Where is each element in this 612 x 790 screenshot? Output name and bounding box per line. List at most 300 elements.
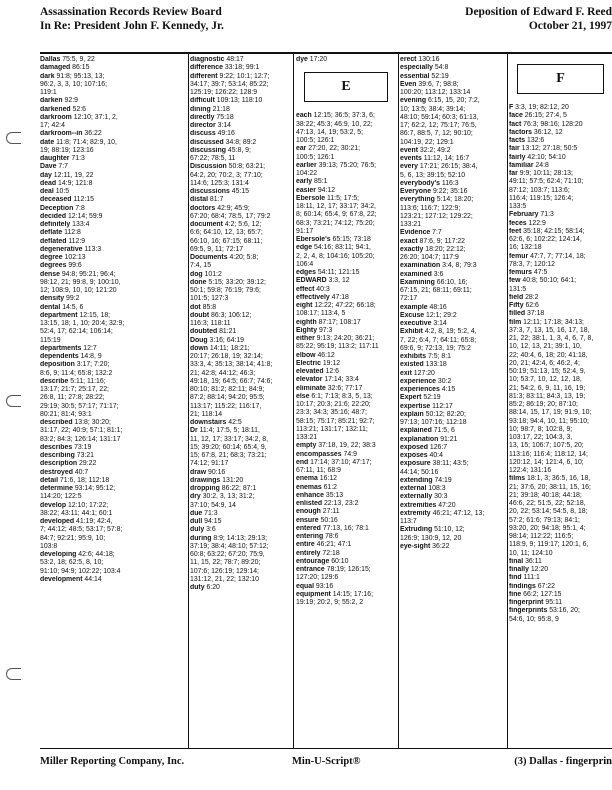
index-term: document <box>190 221 223 228</box>
index-entry <box>400 279 504 287</box>
index-page-refs: 11:5; 17:5; <box>325 194 360 202</box>
index-page-refs: 10, 12, 13, 21; 39:1, 10, <box>509 343 582 351</box>
index-page-refs: 46:12 <box>315 351 335 359</box>
index-page-refs: 62:6 <box>523 302 539 309</box>
index-entry <box>509 484 612 492</box>
index-page-refs: 7:5; 8:1 <box>426 353 451 360</box>
index-page-refs: 40:4 <box>427 452 443 459</box>
index-page-refs: 100:20; 113:12; 133:14 <box>400 89 471 96</box>
index-page-refs: 32:2; 49:2 <box>418 146 451 154</box>
index-entry <box>509 195 612 203</box>
index-entry <box>190 502 293 510</box>
index-entry <box>509 385 612 393</box>
index-term: describes <box>40 443 73 451</box>
index-page-refs: 39:6, 7; 98:8; <box>416 80 459 88</box>
index-entry <box>509 368 612 376</box>
column-divider <box>507 52 508 748</box>
index-entry <box>190 254 293 262</box>
index-page-refs: 40:3 <box>314 285 330 293</box>
index-term: due <box>190 509 203 517</box>
index-page-refs: 4:15 <box>439 386 456 393</box>
index-entry <box>190 172 293 180</box>
index-page-refs: 108:3 <box>426 485 446 492</box>
index-page-refs: 26:8, 11; 27:8; 28:22; <box>40 394 105 402</box>
index-entry <box>40 295 146 303</box>
index-term: equal <box>296 582 314 590</box>
index-page-refs: 7; 44:12; 48:5; 53:17; 57:8; <box>40 526 123 534</box>
index-entry <box>296 550 396 558</box>
index-entry <box>190 526 293 534</box>
index-entry <box>40 328 146 336</box>
index-term: far <box>509 170 518 177</box>
index-term: doctors <box>190 204 216 212</box>
index-entry <box>190 155 293 163</box>
index-entry <box>296 492 396 500</box>
index-term: everything <box>400 196 435 204</box>
index-page-refs: 93:18; 94:4, 10, 11; 95:10; <box>509 417 589 425</box>
index-entry <box>509 599 612 607</box>
index-page-refs: 47:13, 14, 19; 53:2, 5; <box>296 128 364 136</box>
index-page-refs: 51:10, 12; <box>432 526 465 534</box>
index-entry <box>509 261 612 269</box>
index-page-refs: 38:11; 43:5; <box>430 460 469 468</box>
index-page-refs: 5:14; 18:20; <box>434 196 474 204</box>
index-entry <box>190 477 293 485</box>
index-page-refs: 71:3 <box>69 155 85 162</box>
index-entry <box>296 220 396 228</box>
index-entry <box>400 238 504 246</box>
index-page-refs: 2, 2, 4, 8; 104:16; 105:20; <box>296 252 375 260</box>
index-term: event <box>400 146 419 154</box>
index-page-refs: 69:6, 9; 72:13, 19; 75:2 <box>400 344 471 352</box>
index-entry <box>40 353 146 361</box>
index-page-refs: 42:6; 44:18; <box>76 551 115 558</box>
index-page-refs: 10, 11; 124:10 <box>509 549 553 557</box>
index-term: effectively <box>296 293 330 301</box>
index-page-refs: 12:11, 19, 22 <box>51 171 94 179</box>
index-page-refs: 50:16 <box>318 516 338 524</box>
index-entry <box>40 510 146 518</box>
index-entry <box>296 442 396 450</box>
index-entry <box>40 73 146 81</box>
index-term: developing <box>40 551 77 558</box>
index-term: daughter <box>40 155 70 162</box>
index-page-refs: 80:10; 81:2; 82:11; 84:9; <box>190 386 265 393</box>
index-term: deceased <box>40 196 72 204</box>
index-entry <box>400 172 504 180</box>
index-page-refs: 33:3, 4; 35:13; 38:14; 41:8; <box>190 361 273 369</box>
index-entry <box>400 436 504 444</box>
index-entry <box>296 228 396 236</box>
index-page-refs: 9:9; 10:11; 28:13; <box>517 170 573 177</box>
index-entry <box>400 97 504 105</box>
index-page-refs: 103:17, 22; 104:3, 3, <box>509 434 573 441</box>
index-term: essential <box>400 72 430 80</box>
index-entry <box>509 319 612 327</box>
index-page-refs: 78:6 <box>323 533 339 540</box>
index-entry <box>296 211 396 219</box>
index-entry <box>190 452 293 460</box>
index-page-refs: 6:6; 64:10, 12, 13; 65:7; <box>190 229 263 237</box>
index-page-refs: 40:7 <box>72 468 89 476</box>
index-page-refs: 21; 37:6, 20; 38:11, 15, 16; <box>509 483 591 491</box>
index-entry <box>40 444 146 452</box>
index-page-refs: 12:10; 17:22; <box>66 501 109 509</box>
index-entry <box>509 376 612 384</box>
index-entry <box>400 378 504 386</box>
index-page-refs: 27:11 <box>320 508 340 516</box>
index-page-refs: 123:21; 127:12; 129:22; <box>400 212 473 220</box>
index-entry <box>400 229 504 237</box>
index-entry <box>509 607 612 615</box>
index-page-refs: 94:15 <box>202 518 222 525</box>
index-page-refs: 98:12, 21; 99:8, 9; 100:10, <box>40 278 121 286</box>
index-page-refs: 52:4, 17; 62:14; 106:14; <box>40 328 113 336</box>
index-entry <box>509 533 612 541</box>
index-term: difficult <box>190 97 215 105</box>
index-page-refs: 12:1; 29:2 <box>424 311 457 319</box>
index-entry <box>190 568 293 576</box>
index-entry <box>400 469 504 477</box>
index-entry <box>509 335 612 343</box>
index-term: find <box>509 574 522 582</box>
index-page-refs: 77:13, 16; 78:1 <box>320 524 369 532</box>
index-page-refs: 46:6, 22; 51:5, 22; 52:18, <box>509 500 586 507</box>
index-page-refs: 71:3 <box>538 211 554 219</box>
index-page-refs: 90:16 <box>206 468 226 476</box>
index-page-refs: 22:13, 23:2 <box>322 500 359 507</box>
index-entry <box>509 451 612 459</box>
index-page-refs: 19:12 <box>320 359 341 367</box>
index-term: doubt <box>190 311 210 319</box>
index-entry <box>509 616 612 624</box>
index-entry <box>400 81 504 89</box>
index-entry <box>40 262 146 270</box>
index-term: Even <box>400 80 417 88</box>
index-term: Ebersole <box>296 194 326 202</box>
index-entry <box>509 517 612 525</box>
index-page-refs: 133:21 <box>400 221 422 228</box>
index-page-refs: 73:21 <box>74 452 95 459</box>
index-term: ear <box>296 145 307 153</box>
index-term: fair <box>509 145 520 153</box>
index-term: example <box>400 303 428 311</box>
index-entry <box>400 485 504 493</box>
index-term: experience <box>400 377 437 385</box>
index-entry <box>190 312 293 320</box>
index-page-refs: 11:8; 71:4; 82:9, 10, <box>54 138 117 146</box>
index-page-refs: 39:13; 75:20; 76:5; <box>316 161 377 169</box>
index-page-refs: 116:4; 119:15; 126:4; <box>509 194 574 202</box>
index-page-refs: 133:21 <box>296 434 318 441</box>
index-entry <box>190 427 293 435</box>
index-entry <box>509 178 612 186</box>
index-page-refs: 40:8; 50:10; 64:1; <box>520 277 577 285</box>
index-entry <box>40 526 146 534</box>
index-page-refs: 12:10; 37:1, 2, <box>71 113 118 121</box>
index-term: developed <box>40 518 75 525</box>
index-page-refs: 24:8 <box>533 161 549 169</box>
index-term: dental <box>40 303 61 311</box>
index-entry <box>509 236 612 244</box>
index-term: executive <box>400 320 432 327</box>
index-term: Fifty <box>509 302 524 309</box>
index-term: externally <box>400 493 433 501</box>
index-entry <box>190 122 293 130</box>
index-page-refs: 21:18 <box>210 105 230 113</box>
index-page-refs: 20, 21; 42:4, 6; 46:2, 4; <box>509 359 580 367</box>
index-term: develop <box>40 501 67 509</box>
index-entry <box>296 525 396 533</box>
index-page-refs: 35:18; 42:15; 58:14; <box>521 227 585 235</box>
index-entry <box>296 335 396 343</box>
index-entry <box>400 419 504 427</box>
index-page-refs: 76:3; 98:16; 128:20 <box>521 120 583 128</box>
index-page-refs: 36:22 <box>82 130 102 138</box>
index-page-refs: 72:18 <box>320 549 340 557</box>
index-entry <box>190 73 293 81</box>
index-page-refs: 52:19 <box>421 394 441 402</box>
index-term: deflated <box>40 237 67 245</box>
index-term: exhibits <box>400 353 427 360</box>
index-page-refs: 15; 39:20; 60:14; 65:4, 9, <box>190 443 267 451</box>
index-page-refs: 126:7 <box>427 443 448 451</box>
index-entry <box>509 426 612 434</box>
index-entry <box>190 56 293 64</box>
index-page-refs: 99:2 <box>64 295 80 303</box>
section-letter: F <box>517 64 604 94</box>
index-entry <box>296 418 396 426</box>
index-term: feces <box>509 219 527 227</box>
index-page-refs: 86:7, 88:5, 7, 12; 90:10; <box>400 130 473 138</box>
index-page-refs: 113:21; 131:17; 132:11; <box>296 425 368 433</box>
index-entry <box>400 394 504 402</box>
index-entry <box>296 178 396 186</box>
index-page-refs: 17; 42:4 <box>40 122 65 129</box>
index-page-refs: 12:15; 36:5; 37:3, 6; <box>311 112 375 120</box>
index-term: extremities <box>400 501 437 509</box>
index-term: described <box>40 419 73 426</box>
index-term: density <box>40 295 65 303</box>
index-entry <box>190 394 293 402</box>
index-entry <box>40 419 146 427</box>
index-page-refs: 13:15, 18; 1, 10; 20:4; 32:9; <box>40 320 125 327</box>
index-term: explain <box>400 410 424 418</box>
index-entry <box>190 584 293 592</box>
index-entry <box>40 469 146 477</box>
index-entry <box>296 352 396 360</box>
index-entry <box>509 352 612 360</box>
index-page-refs: 111:1 <box>521 574 540 582</box>
column-divider <box>398 52 399 748</box>
index-page-refs: 38:22; 45:3; 46:9, 10, 22; <box>296 120 373 128</box>
index-page-refs: 16; 132:18 <box>509 244 542 252</box>
index-entry <box>509 525 612 533</box>
index-entry <box>296 566 396 574</box>
index-page-refs: 101:5; 127:3 <box>190 295 229 303</box>
index-entry <box>40 287 146 295</box>
index-page-refs: 67:22 <box>535 582 555 590</box>
index-page-refs: 108:17; 113:4, 5 <box>296 310 346 318</box>
index-entry <box>296 294 396 302</box>
index-entry <box>509 467 612 475</box>
index-page-refs: 49:18, 19; 64:5; 66:7; 74:6; <box>190 377 273 385</box>
footer-publisher: Miller Reporting Company, Inc. <box>40 756 185 767</box>
index-entry <box>509 211 612 219</box>
index-term: femurs <box>509 269 532 276</box>
index-page-refs: 10:17; 20:3; 21:6; 22:20; <box>296 401 371 408</box>
index-entry <box>400 510 504 518</box>
index-entry <box>296 517 396 525</box>
index-page-refs: 18:20; 22:12; <box>423 245 466 253</box>
index-term: enlisted <box>296 500 323 507</box>
index-page-refs: 131:12, 21, 22; 132:10 <box>190 575 259 583</box>
index-entry <box>190 469 293 477</box>
index-entry <box>509 244 612 252</box>
index-term: final <box>509 557 524 565</box>
index-term: exposed <box>400 443 428 451</box>
index-column-1 <box>40 56 146 744</box>
index-page-refs: 14:15; 17:16; <box>330 590 373 598</box>
index-page-refs: 87:6, 9; 117:22 <box>417 237 466 245</box>
index-page-refs: 3:14 <box>215 122 231 129</box>
index-page-refs: 75:5, 9, 22 <box>60 56 95 63</box>
index-entry <box>400 502 504 510</box>
index-page-refs: 120:12, 14; 121:4, 6, 10; <box>509 458 584 466</box>
index-term: dependents <box>40 353 79 360</box>
index-page-refs: 37:3, 7, 13, 15, 16, 17, 18, <box>509 326 590 334</box>
index-page-refs: 8; 60:14; 65:4, 9; 67:8, 22; <box>296 211 377 219</box>
index-entry <box>40 254 146 262</box>
index-term: Excuse <box>400 311 425 319</box>
index-entry <box>509 558 612 566</box>
index-page-refs: 17:14; 33:4 <box>322 376 359 384</box>
index-entry <box>400 254 504 262</box>
index-entry <box>400 130 504 138</box>
index-entry <box>296 56 396 64</box>
index-page-refs: 46:21; 47:1 <box>314 541 352 549</box>
index-page-refs: 84:7; 92:21; 95:9, 10; <box>40 534 106 542</box>
index-entry <box>509 541 612 549</box>
index-term: Doug <box>190 336 208 344</box>
index-term: earlier <box>296 161 317 169</box>
index-entry <box>40 163 146 171</box>
index-page-refs: 12:20 <box>528 566 549 573</box>
index-term: fine <box>509 590 522 598</box>
index-term: factors <box>509 128 532 136</box>
index-term: ensure <box>296 516 319 524</box>
index-page-refs: 103:8 <box>40 542 58 550</box>
index-entry <box>400 246 504 254</box>
index-term: doubted <box>190 328 218 336</box>
index-term: Everyone <box>400 188 432 195</box>
index-page-refs: 54:8 <box>432 64 449 72</box>
index-entry <box>40 238 146 246</box>
index-page-refs: 73:19 <box>72 443 92 451</box>
index-term: encompasses <box>296 450 342 458</box>
index-page-refs: 113:16; 116:4; 118:12, 14; <box>509 450 588 458</box>
index-page-refs: 100:5; 126:1 <box>296 137 335 144</box>
index-entry <box>40 122 146 130</box>
index-term: dull <box>190 518 203 525</box>
index-term: eight <box>296 302 313 309</box>
index-entry <box>190 518 293 526</box>
footer-format: Min-U-Script® <box>292 756 361 767</box>
index-page-refs: 30:2 <box>436 377 452 385</box>
index-page-refs: 14:9; 121:8 <box>56 179 93 187</box>
index-entry <box>400 526 504 534</box>
index-entry <box>400 477 504 485</box>
index-page-refs: 11, 15, 22; 78:7; 89:20; <box>190 559 261 567</box>
index-page-refs: 130:16 <box>416 56 440 63</box>
index-term: eye-sight <box>400 542 431 550</box>
index-page-refs: 12:14; 59:9 <box>66 212 103 220</box>
index-entry <box>296 508 396 516</box>
index-page-refs: 18:1, 3; 36:5, 16, 18, <box>525 475 591 483</box>
index-page-refs: 5:11; 11:16; <box>68 377 106 385</box>
index-page-refs: 42:10; 54:10 <box>525 153 566 161</box>
index-term: erect <box>400 56 417 63</box>
index-entry <box>40 436 146 444</box>
index-entry <box>400 139 504 147</box>
index-term: discussed <box>190 138 224 146</box>
index-entry <box>190 262 293 270</box>
index-entry <box>400 106 504 114</box>
index-entry <box>40 345 146 353</box>
index-page-refs: 93:14; 95:12; <box>72 485 116 492</box>
index-page-refs: 126:9; 130:9, 12, 20 <box>400 534 462 542</box>
index-page-refs: 37:18 <box>525 310 545 318</box>
index-entry <box>296 121 396 129</box>
index-entry <box>296 574 396 582</box>
index-entry <box>296 467 396 475</box>
index-entry <box>190 130 293 138</box>
index-page-refs: 113:7 <box>400 518 417 525</box>
index-term: definitely <box>40 221 71 228</box>
index-page-refs: 87:12; 103:7; 113:6; <box>509 186 570 194</box>
index-page-refs: 52:19 <box>429 72 449 80</box>
index-page-refs: 16:12 <box>317 475 338 483</box>
index-entry <box>190 295 293 303</box>
index-entry <box>509 203 612 211</box>
index-entry <box>190 279 293 287</box>
index-page-refs: 10:5 <box>53 188 70 195</box>
index-entry <box>40 97 146 105</box>
index-page-refs: 48:16 <box>427 303 447 311</box>
index-page-refs: 44:14 <box>82 575 102 583</box>
index-entry <box>296 459 396 467</box>
index-page-refs: 80:21; 81:4; 93:1 <box>40 410 92 418</box>
index-term: dropping <box>190 485 220 492</box>
index-page-refs: 131:5 <box>509 285 527 293</box>
index-term: exit <box>400 369 412 377</box>
index-entry <box>190 213 293 221</box>
index-term: darkened <box>40 105 71 113</box>
index-page-refs: 36:12, 12 <box>531 128 563 136</box>
index-page-refs: 118:9, 9; 119:17; 120:1, 6, <box>509 541 589 549</box>
index-term: done <box>190 278 207 286</box>
index-page-refs: 66:10, 16; <box>434 278 468 286</box>
index-page-refs: 9:13; 24:20; 36:21; <box>314 335 375 342</box>
index-page-refs: 34:17; 39:7; 53:14; 85:22; <box>190 80 269 88</box>
index-page-refs: 4:2; 5:6, 12; <box>222 221 262 228</box>
index-entry <box>400 155 504 163</box>
index-entry <box>40 543 146 551</box>
index-page-refs: 96:2, 3, 3, 10; 107:16; <box>40 80 108 88</box>
index-entry <box>400 427 504 435</box>
index-term: entire <box>296 541 315 549</box>
index-page-refs: 75:18 <box>214 113 234 121</box>
